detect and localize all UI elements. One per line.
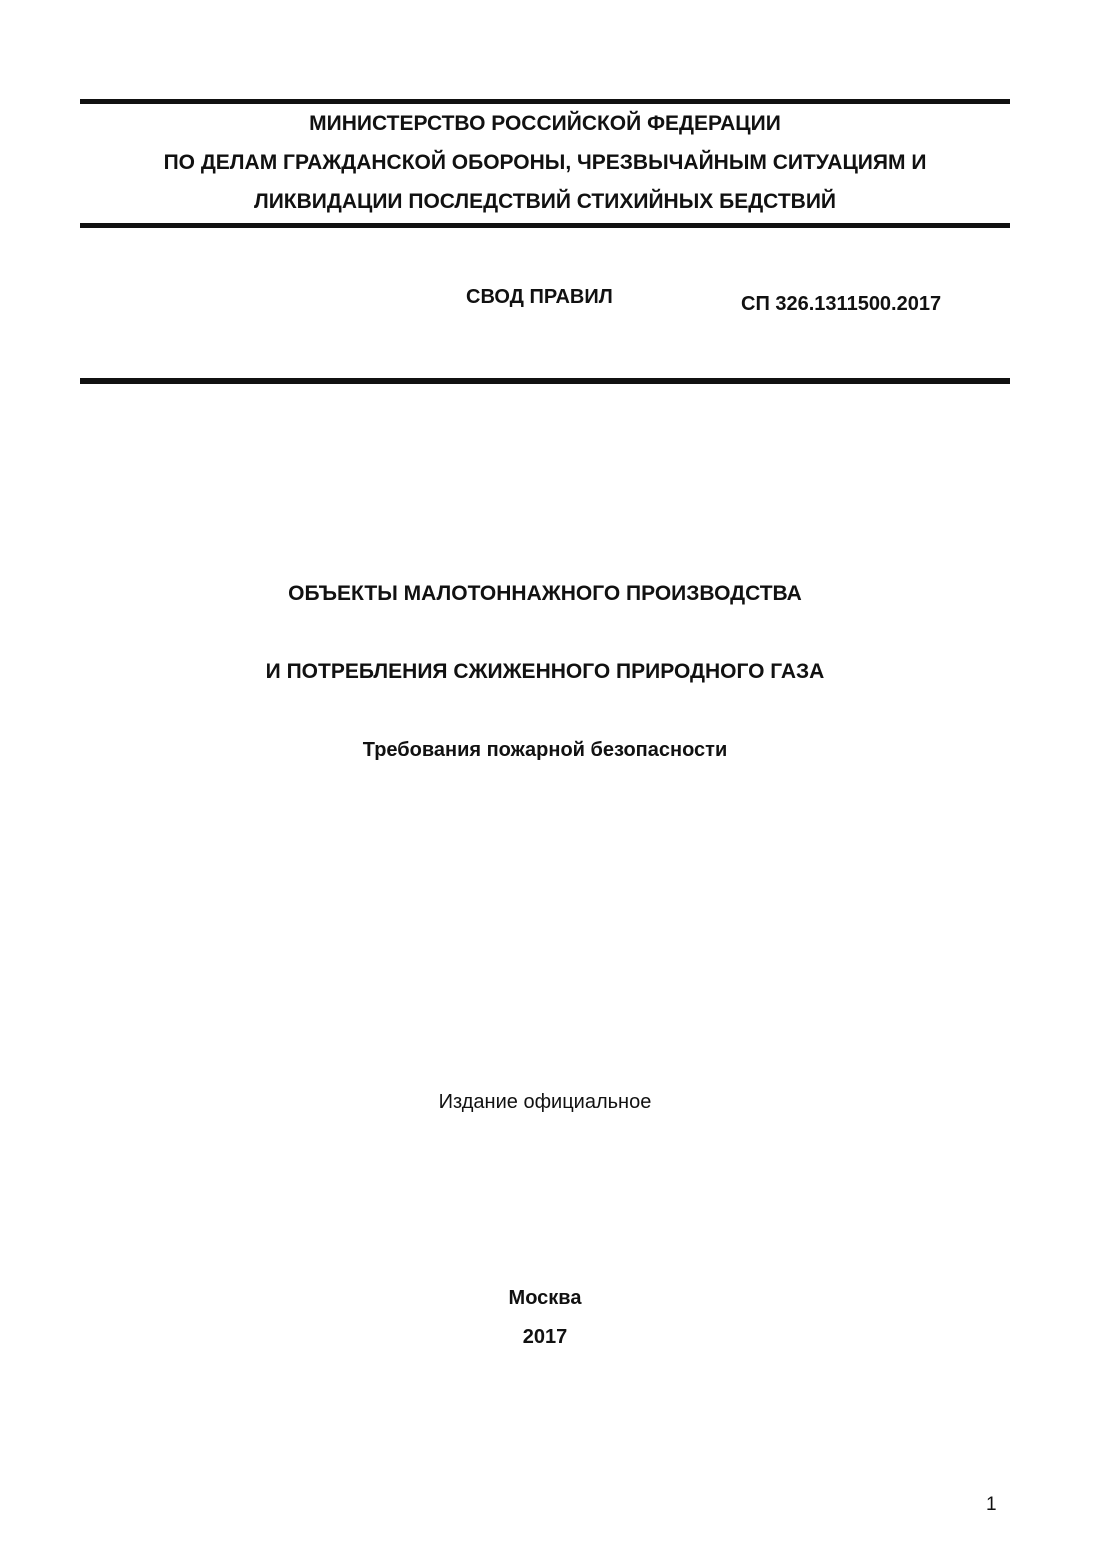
header-bottom-rule — [80, 378, 1010, 384]
page-number: 1 — [986, 1494, 997, 1515]
edition-label: Издание официальное — [438, 1091, 652, 1113]
ministry-line-3: ЛИКВИДАЦИИ ПОСЛЕДСТВИЙ СТИХИЙНЫХ БЕДСТВИЙ — [253, 190, 837, 213]
ministry-line-2: ПО ДЕЛАМ ГРАЖДАНСКОЙ ОБОРОНЫ, ЧРЕЗВЫЧАЙНЫМ СИТУАЦИЯМ И — [163, 151, 927, 174]
header-middle-rule — [80, 223, 1010, 228]
document-subtitle: Требования пожарной безопасности — [362, 739, 728, 761]
publication-year: 2017 — [522, 1326, 568, 1348]
ministry-line-1: МИНИСТЕРСТВО РОССИЙСКОЙ ФЕДЕРАЦИИ — [309, 112, 781, 135]
publication-city: Москва — [508, 1287, 582, 1309]
ministry-name — [80, 104, 1010, 221]
document-title-line-1: ОБЪЕКТЫ МАЛОТОННАЖНОГО ПРОИЗВОДСТВА — [288, 582, 802, 605]
document-type: СВОД ПРАВИЛ — [466, 286, 613, 308]
document-code: СП 326.1311500.2017 — [741, 293, 942, 315]
document-title-line-2: И ПОТРЕБЛЕНИЯ СЖИЖЕННОГО ПРИРОДНОГО ГАЗА — [265, 660, 825, 683]
